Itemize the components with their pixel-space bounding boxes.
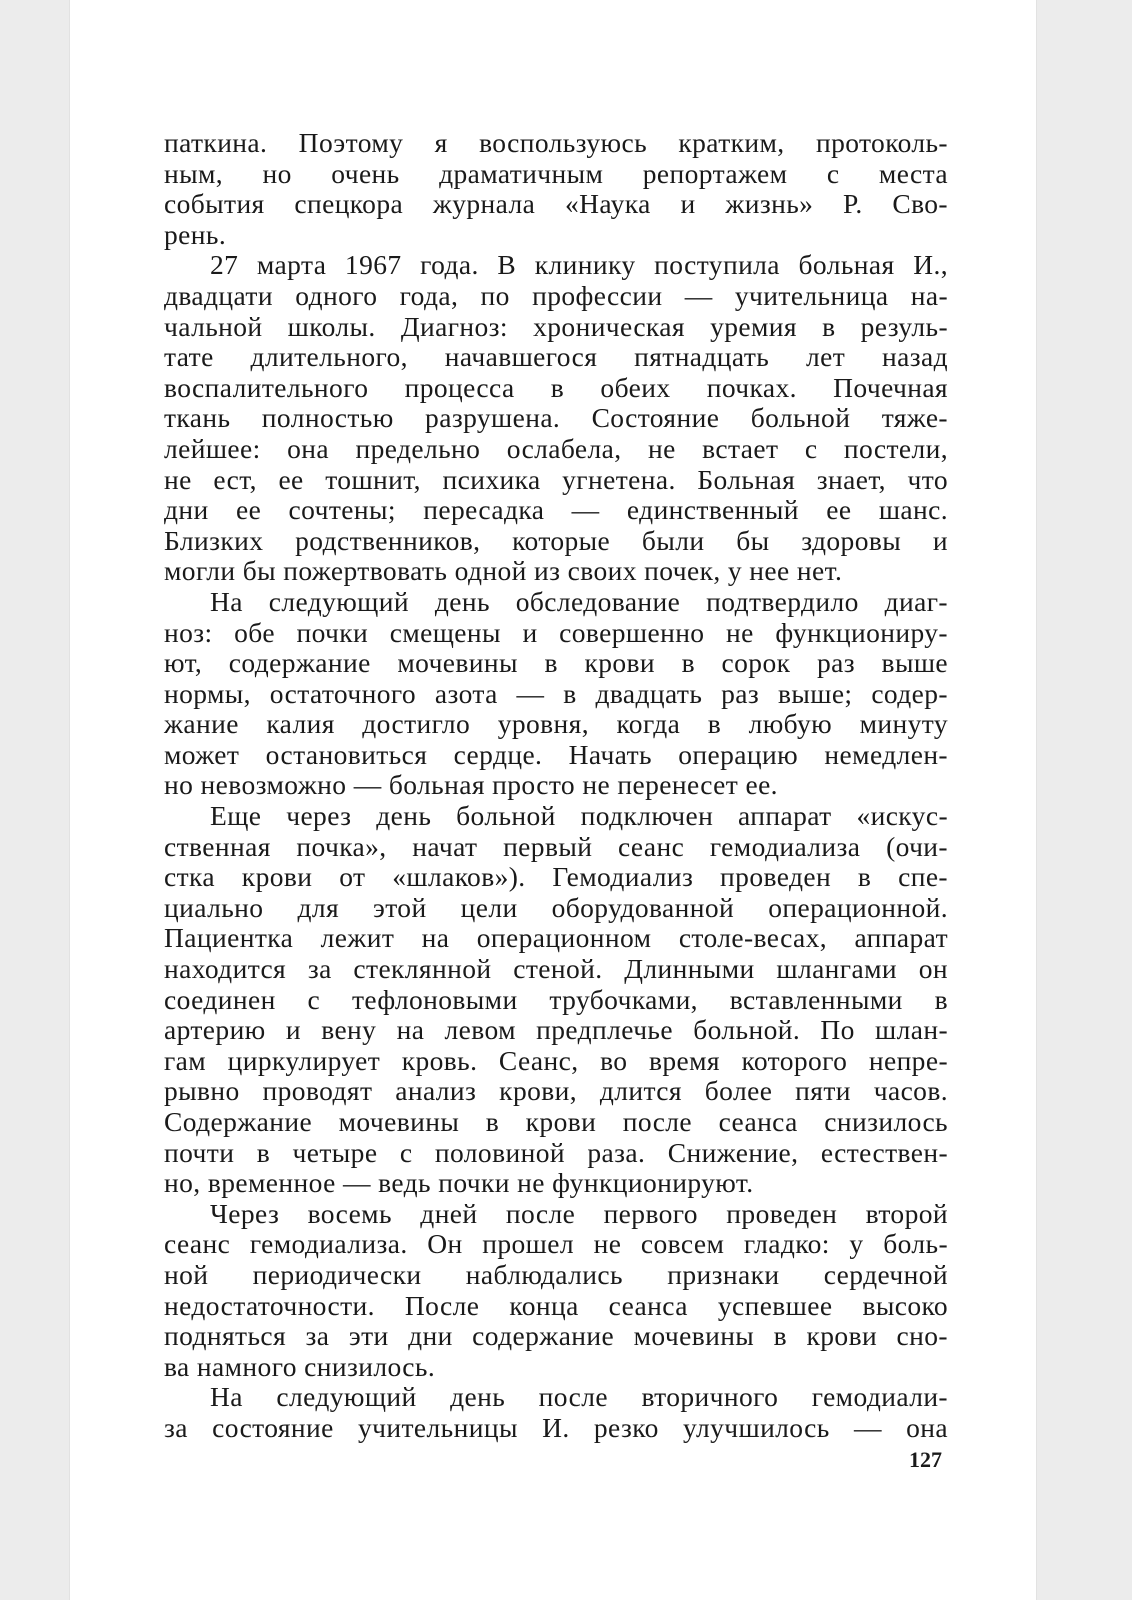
- text-line: Содержание мочевины в крови после сеанса снизилось: [164, 1106, 948, 1137]
- text-line: недостаточности. После конца сеанса успевшее высоко: [164, 1289, 948, 1321]
- page-number: 127: [909, 1447, 942, 1472]
- text-line: ной периодически наблюдались признаки сердечной: [164, 1258, 948, 1290]
- text-line: нормы, остаточного азота — в двадцать раз выше; содер-: [164, 677, 948, 709]
- text-line: Еще через день больной подключен аппарат «искус-: [210, 800, 948, 832]
- text-line: чальной школы. Диагноз: хроническая уремия в резуль-: [164, 310, 948, 342]
- text-line: сеанс гемодиализа. Он прошел не совсем гладко: у боль-: [164, 1228, 948, 1260]
- text-line: может остановиться сердце. Начать операцию немедлен-: [164, 738, 948, 770]
- text-line: циально для этой цели оборудованной операционной.: [164, 891, 948, 923]
- text-line: могли бы пожертвовать одной из своих почек, у нее нет.: [164, 555, 843, 587]
- book-page: [70, 0, 1036, 1600]
- text-line: На следующий день обследование подтвердило диаг-: [210, 585, 948, 617]
- text-line: двадцати одного года, по профессии — учительница на-: [164, 279, 948, 311]
- text-line: события спецкора журнала «Наука и жизнь» Р. Сво-: [164, 188, 948, 220]
- text-line: но, временное — ведь почки не функционируют.: [164, 1167, 754, 1199]
- text-line: рывно проводят анализ крови, длится более пяти часов.: [164, 1075, 948, 1107]
- text-line: подняться за эти дни содержание мочевины в крови сно-: [164, 1320, 948, 1352]
- text-line: лейшее: она предельно ослабела, не встает с постели,: [164, 432, 948, 464]
- text-line: стка крови от «шлаков»). Гемодиализ проведен в спе-: [164, 861, 948, 893]
- text-line: Пациентка лежит на операционном столе-весах, аппарат: [164, 922, 948, 954]
- text-line: гам циркулирует кровь. Сеанс, во время которого непре-: [164, 1044, 948, 1076]
- text-line: На следующий день после вторичного гемодиали-: [210, 1381, 948, 1413]
- text-line: ют, содержание мочевины в крови в сорок раз выше: [164, 647, 948, 679]
- body-text: [164, 128, 948, 1444]
- text-line: ственная почка», начат первый сеанс гемодиализа (очи-: [164, 830, 948, 862]
- text-line: находится за стеклянной стеной. Длинными шлангами он: [164, 953, 948, 985]
- text-line: артерию и вену на левом предплечье больной. По шлан-: [164, 1014, 948, 1046]
- text-line: ткань полностью разрушена. Состояние больной тяже-: [164, 402, 948, 434]
- text-line: дни ее сочтены; пересадка — единственный ее шанс.: [164, 494, 948, 526]
- text-line: не ест, ее тошнит, психика угнетена. Больная знает, что: [164, 463, 948, 495]
- text-line: ноз: обе почки смещены и совершенно не функциониру-: [164, 616, 948, 648]
- text-line: но невозможно — больная просто не перенесет ее.: [164, 769, 778, 801]
- text-line: соединен с тефлоновыми трубочками, вставленными в: [164, 983, 948, 1015]
- text-line: почти в четыре с половиной раза. Снижение, естествен-: [164, 1136, 948, 1168]
- text-line: паткина. Поэтому я воспользуюсь кратким, протоколь-: [164, 127, 948, 158]
- text-line: ным, но очень драматичным репортажем с места: [164, 157, 948, 189]
- text-line: тате длительного, начавшегося пятнадцать лет назад: [164, 341, 948, 373]
- text-line: жание калия достигло уровня, когда в любую минуту: [164, 708, 948, 740]
- text-line: Через восемь дней после первого проведен второй: [210, 1197, 948, 1229]
- text-line: воспалительного процесса в обеих почках. Почечная: [164, 371, 948, 403]
- text-line: за состояние учительницы И. резко улучшилось — она: [164, 1411, 948, 1443]
- text-line: рень.: [164, 218, 227, 250]
- text-line: 27 марта 1967 года. В клинику поступила больная И.,: [210, 249, 948, 281]
- text-line: ва намного снизилось.: [164, 1350, 436, 1382]
- text-line: Близких родственников, которые были бы здоровы и: [164, 524, 948, 556]
